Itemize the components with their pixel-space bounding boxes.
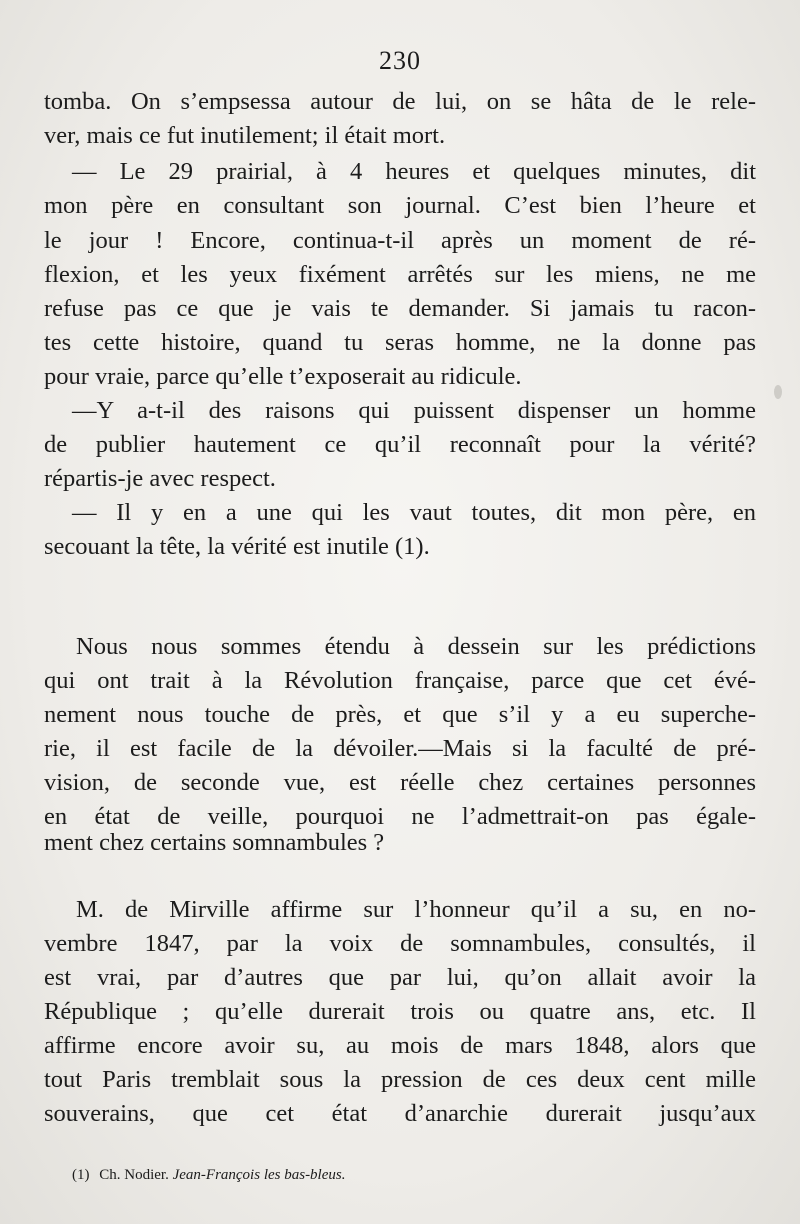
footnote-title: Jean-François les bas-bleus. [172,1167,346,1183]
text-line: vembre 1847, par la voix de somnambules, consultés, il [44,930,756,957]
text-line: est vrai, par d’autres que par lui, qu’on allait avoir la [44,964,756,991]
text-line: refuse pas ce que je vais te demander. Si jamais tu racon- [44,295,756,322]
text-line: tout Paris tremblait sous la pression de ces deux cent mille [44,1066,756,1093]
text-line: répartis-je avec respect. [44,465,276,492]
text-line: flexion, et les yeux fixément arrêtés sur les miens, ne me [44,261,756,288]
paper-smudge [774,385,782,399]
text-line: — Il y en a une qui les vaut toutes, dit mon père, en [72,499,756,526]
text-line: affirme encore avoir su, au mois de mars 1848, alors que [44,1032,756,1059]
text-line: mon père en consultant son journal. C’est bien l’heure et [44,192,756,219]
text-line: —Y a-t-il des raisons qui puissent dispenser un homme [72,397,756,424]
text-line: vision, de seconde vue, est réelle chez certaines personnes [44,769,756,796]
text-line: pour vraie, parce qu’elle t’exposerait au ridicule. [44,363,522,390]
text-line: qui ont trait à la Révolution française, parce que cet évé- [44,667,756,694]
text-line: le jour ! Encore, continua-t-il après un moment de ré- [44,227,756,254]
text-line: M. de Mirville affirme sur l’honneur qu’il a su, en no- [76,896,756,923]
footnote [72,1164,732,1186]
text-line: souverains, que cet état d’anarchie durerait jusqu’aux [44,1100,756,1127]
text-line: République ; qu’elle durerait trois ou quatre ans, etc. Il [44,998,756,1025]
page-number: 230 [379,46,421,75]
footnote-marker: (1) [72,1167,90,1183]
text-line: tomba. On s’empsessa autour de lui, on se hâta de le rele- [44,88,756,115]
text-line: de publier hautement ce qu’il reconnaît pour la vérité? [44,431,756,458]
text-line: tes cette histoire, quand tu seras homme, ne la donne pas [44,329,756,356]
text-line: rie, il est facile de la dévoiler.—Mais si la faculté de pré- [44,735,756,762]
text-line: secouant la tête, la vérité est inutile (1). [44,533,430,560]
text-line: Nous nous sommes étendu à dessein sur les prédictions [76,633,756,660]
text-line: nement nous touche de près, et que s’il y a eu superche- [44,701,756,728]
text-line: en état de veille, pourquoi ne l’admettrait-on pas égale- [44,803,756,830]
text-line: — Le 29 prairial, à 4 heures et quelques minutes, dit [72,158,756,185]
text-line: ver, mais ce fut inutilement; il était mort. [44,122,446,149]
text-line: ment chez certains somnambules ? [44,829,385,856]
footnote-author: Ch. Nodier. [99,1167,169,1183]
